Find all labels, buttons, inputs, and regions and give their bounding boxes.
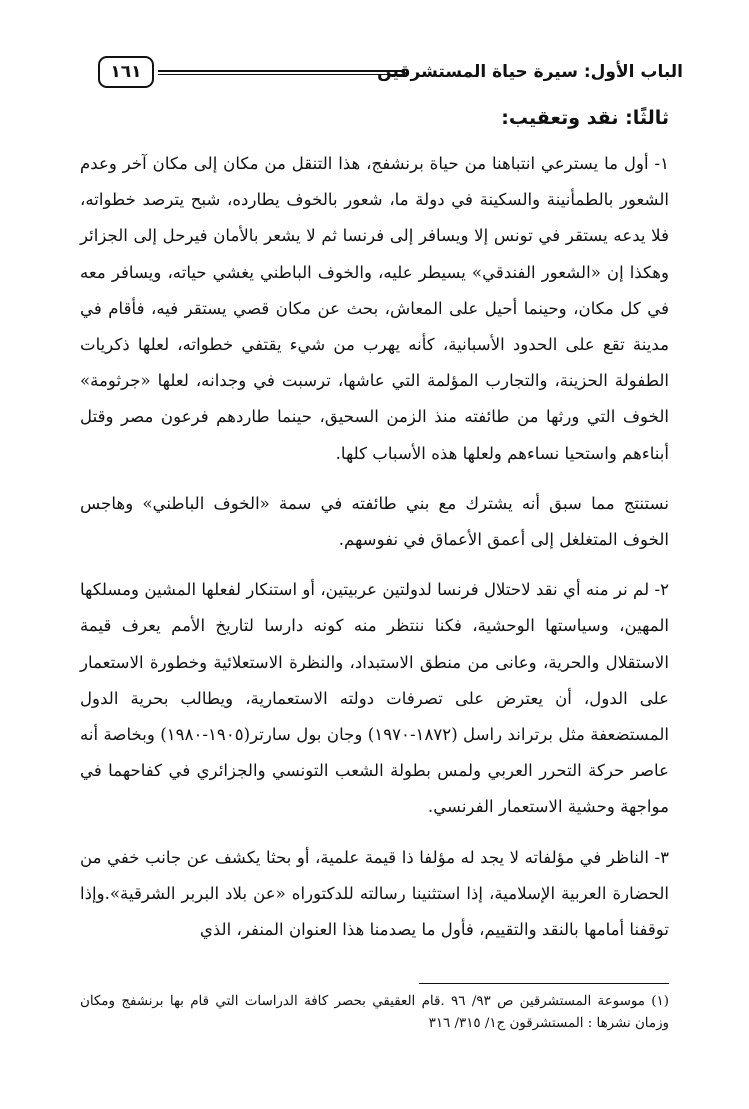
paragraph-2: نستنتج مما سبق أنه يشترك مع بني طائفته في سمة «الخوف الباطني» وهاجس الخوف المتغلغل إلى أعمق الأعماق في نفوسهم.: [80, 493, 669, 550]
paragraph-1: ١- أول ما يسترعي انتباهنا من حياة برنشفج، هذا التنقل من مكان إلى مكان آخر وعدم الشعور بالطمأنينة والسكينة في دولة ما، شعور بالخوف يطارده، شبح يترصد خطواته، فلا يدعه يستقر في تونس إلا ويسافر إلى فرنسا ثم لا يشعر بالأمان فيرحل إلى الجزائر وهكذا إن «الشعور الفندقي» يسيطر عليه، والخوف الباطني يغشي حياته، ويسافر معه في كل مكان، وحينما أحيل على المعاش، بحث عن مكان قصي يستقر فيه، فأقام في مدينة تقع على الحدود الأسبانية، كأنه يهرب من شيء يقتفي خطواته، لعلها ذكريات الطفولة الحزينة، والتجارب المؤلمة التي عاشها، ترسبت في وجدانه، لعلها «جرثومة» الخوف التي ورثها من طائفته منذ الزمن السحيق، حينما طاردهم فرعون مصر وقتل أبناءهم واستحيا نساءهم ولعلها هذه الأسباب كلها.: [80, 154, 669, 463]
paragraph-4: ٣- الناظر في مؤلفاته لا يجد له مؤلفا ذا قيمة علمية، أو بحثا يكشف عن جانب خفي من الحضارة العربية الإسلامية، إذا استثنينا رسالته للدكتوراه «عن بلاد البربر الشرقية».وإذا توقفنا أمامها بالنقد والتقييم، فأول ما يصدمنا هذا العنوان المنفر، الذي: [80, 847, 669, 940]
page-number: ١٦١: [98, 56, 154, 88]
footnote-1: (١) موسوعة المستشرقين ص ٩٣/ ٩٦ .قام العقيقي بحصر كافة الدراسات التي قام بها برنشفج ومكان وزمان نشرها : المستشرقون ج١/ ٣١٥/ ٣١٦: [80, 994, 669, 1031]
running-header: [98, 54, 683, 94]
paragraph-3: ٢- لم نر منه أي نقد لاحتلال فرنسا لدولتين عربيتين، أو استنكار لفعلها المشين ومسلكها المهين، وسياستها الوحشية، فكنا ننتظر منه كونه دارسا لتاريخ الأمم يعرف قيمة الاستقلال والحرية، وعانى من منطق الاستبداد، والنظرة الاستعلائية وخطورة الاستعمار على الدول، أن يعترض على تصرفات دولته الاستعمارية، ويطالب بحرية الدول المستضعفة مثل برتراند راسل (١٨٧٢-١٩٧٠) وجان بول سارتر(١٩٠٥-١٩٨٠) وبخاصة أنه عاصر حركة التحرر العربي ولمس بطولة الشعب التونسي والجزائري في كفاحهما في مواجهة وحشية الاستعمار الفرنسي.: [80, 580, 669, 817]
footnote-separator: [419, 983, 669, 984]
section-heading: ثالثًا: نقد وتعقيب:: [501, 107, 669, 129]
footnotes: [80, 991, 669, 1035]
body-text: [80, 146, 669, 962]
header-rule: [158, 70, 405, 75]
chapter-title: الباب الأول: سيرة حياة المستشرقين: [377, 62, 683, 82]
